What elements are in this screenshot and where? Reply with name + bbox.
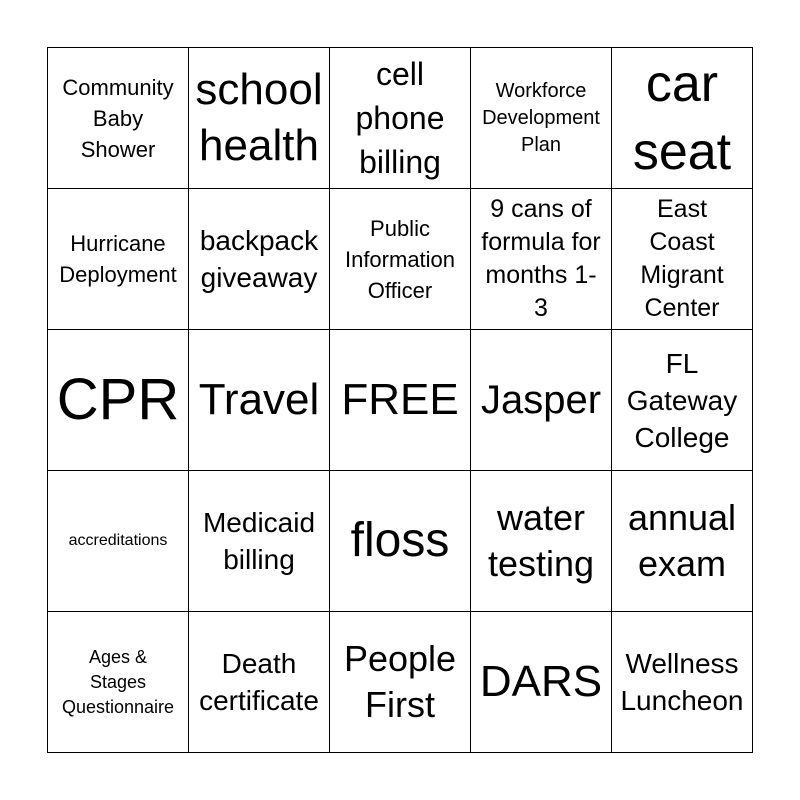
cell-text: East Coast Migrant Center — [640, 195, 724, 322]
bingo-cell-r2c3[interactable] — [330, 189, 471, 330]
cell-text: DARS — [479, 657, 603, 706]
bingo-board — [47, 47, 753, 753]
bingo-cell-r3c5[interactable] — [612, 330, 753, 471]
cell-text: Wellness Luncheon — [620, 648, 744, 716]
bingo-cell-r4c1[interactable] — [48, 471, 189, 612]
cell-text: Hurricane Deployment — [59, 231, 177, 287]
cell-text: school health — [195, 65, 323, 170]
bingo-cell-r2c4[interactable] — [471, 189, 612, 330]
bingo-cell-r5c4[interactable] — [471, 612, 612, 753]
bingo-cell-r1c1[interactable] — [48, 48, 189, 189]
bingo-cell-r3c3[interactable] — [330, 330, 471, 471]
cell-text: Workforce Development Plan — [482, 79, 600, 156]
cell-text: cell phone billing — [355, 56, 445, 180]
bingo-cell-r2c5[interactable] — [612, 189, 753, 330]
bingo-cell-r4c3[interactable] — [330, 471, 471, 612]
bingo-cell-r5c3[interactable] — [330, 612, 471, 753]
cell-text: backpack giveaway — [199, 225, 319, 293]
cell-text: Public Information Officer — [344, 215, 456, 303]
cell-text: floss — [350, 514, 450, 567]
bingo-cell-r5c5[interactable] — [612, 612, 753, 753]
cell-text: annual exam — [627, 497, 737, 584]
cell-text: People First — [343, 638, 457, 725]
cell-text: accreditations — [68, 532, 168, 549]
cell-text: CPR — [56, 367, 180, 432]
bingo-cell-r3c4[interactable] — [471, 330, 612, 471]
bingo-cell-r2c2[interactable] — [189, 189, 330, 330]
cell-text: Ages & Stages Questionnaire — [61, 646, 175, 717]
cell-text: Death certificate — [199, 648, 319, 716]
bingo-cell-r3c1[interactable] — [48, 330, 189, 471]
bingo-cell-r1c2[interactable] — [189, 48, 330, 189]
cell-text: FREE — [341, 375, 459, 424]
bingo-cell-r5c1[interactable] — [48, 612, 189, 753]
cell-text: Community Baby Shower — [62, 74, 174, 162]
cell-text: 9 cans of formula for months 1- 3 — [481, 195, 601, 322]
bingo-cell-r1c3[interactable] — [330, 48, 471, 189]
cell-text: Travel — [198, 375, 320, 424]
bingo-cell-r2c1[interactable] — [48, 189, 189, 330]
bingo-cell-r4c2[interactable] — [189, 471, 330, 612]
bingo-cell-r4c5[interactable] — [612, 471, 753, 612]
cell-text: FL Gateway College — [626, 347, 738, 453]
cell-text: Medicaid billing — [202, 507, 316, 575]
cell-text: car seat — [632, 55, 732, 181]
cell-text: Jasper — [480, 378, 602, 422]
bingo-cell-r1c5[interactable] — [612, 48, 753, 189]
bingo-cell-r5c2[interactable] — [189, 612, 330, 753]
bingo-cell-r3c2[interactable] — [189, 330, 330, 471]
bingo-cell-r1c4[interactable] — [471, 48, 612, 189]
cell-text: water testing — [487, 497, 595, 584]
bingo-cell-r4c4[interactable] — [471, 471, 612, 612]
